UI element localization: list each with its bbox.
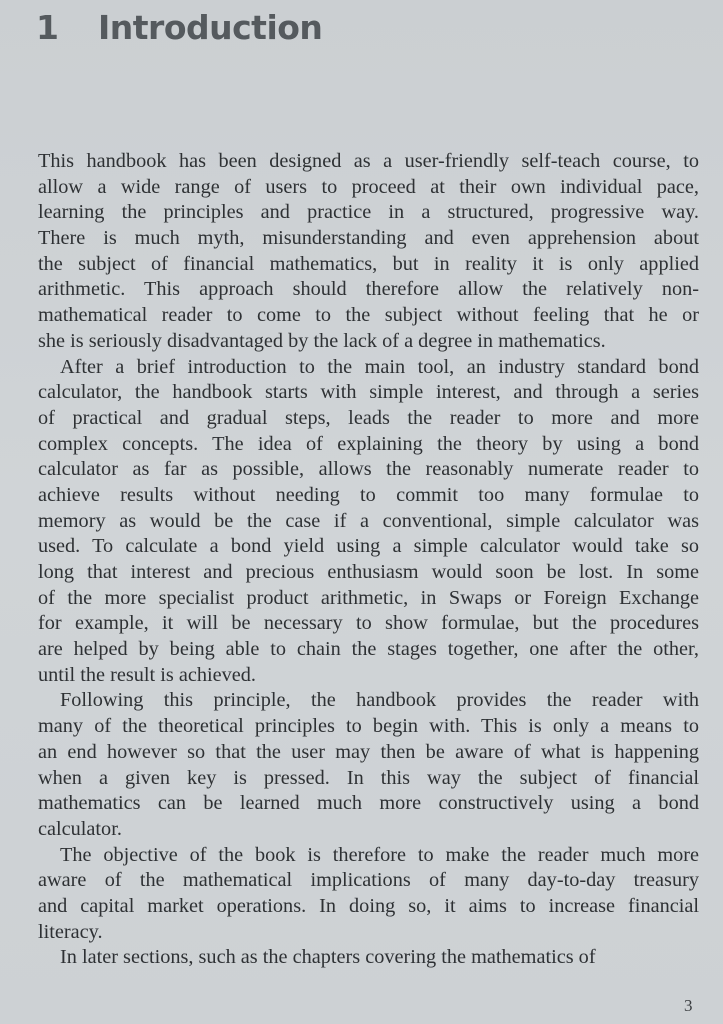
paragraph bbox=[38, 688, 699, 842]
text-line: mathematical reader to come to the subject without feeling that he or bbox=[38, 304, 699, 327]
text-line: used. To calculate a bond yield using a simple calculator would take so bbox=[38, 535, 699, 558]
text-line: for example, it will be necessary to show formulae, but the procedures bbox=[38, 612, 699, 635]
text-line: calculator. bbox=[38, 817, 122, 840]
chapter-title: Introduction bbox=[98, 8, 323, 47]
body-text bbox=[38, 149, 699, 971]
text-line: There is much myth, misunderstanding and even apprehension about bbox=[38, 227, 699, 250]
text-line: memory as would be the case if a conventional, simple calculator was bbox=[38, 509, 699, 532]
text-line: and capital market operations. In doing so, it aims to increase financial bbox=[38, 894, 699, 917]
text-line: complex concepts. The idea of explaining the theory by using a bond bbox=[38, 432, 699, 455]
text-line: calculator, the handbook starts with simple interest, and through a series bbox=[38, 381, 699, 404]
text-line: she is seriously disadvantaged by the lack of a degree in mathematics. bbox=[38, 329, 606, 352]
text-line: achieve results without needing to commit too many formulae to bbox=[38, 483, 699, 506]
text-line: arithmetic. This approach should therefore allow the relatively non- bbox=[38, 278, 699, 301]
page-number: 3 bbox=[684, 996, 693, 1015]
text-line: The objective of the book is therefore to make the reader much more bbox=[60, 843, 699, 866]
paragraph bbox=[38, 355, 699, 689]
text-line: This handbook has been designed as a user-friendly self-teach course, to bbox=[38, 150, 699, 172]
text-line: are helped by being able to chain the stages together, one after the other, bbox=[38, 638, 699, 661]
text-line: Following this principle, the handbook provides the reader with bbox=[60, 689, 699, 712]
text-line: In later sections, such as the chapters covering the mathematics of bbox=[60, 946, 596, 969]
paragraph bbox=[38, 945, 699, 971]
paragraph bbox=[38, 149, 699, 355]
paragraph bbox=[38, 843, 699, 946]
text-line: aware of the mathematical implications of many day-to-day treasury bbox=[38, 869, 699, 892]
chapter-number: 1 bbox=[36, 8, 59, 47]
text-line: of practical and gradual steps, leads the reader to more and more bbox=[38, 406, 699, 429]
text-line: an end however so that the user may then be aware of what is happening bbox=[38, 740, 699, 763]
text-line: when a given key is pressed. In this way the subject of financial bbox=[38, 766, 699, 789]
text-line: the subject of financial mathematics, but in reality it is only applied bbox=[38, 252, 699, 275]
text-line: of the more specialist product arithmetic, in Swaps or Foreign Exchange bbox=[38, 586, 699, 609]
text-line: calculator as far as possible, allows the reasonably numerate reader to bbox=[38, 458, 699, 481]
text-line: long that interest and precious enthusiasm would soon be lost. In some bbox=[38, 561, 699, 583]
text-line: learning the principles and practice in a structured, progressive way. bbox=[38, 201, 699, 224]
text-line: many of the theoretical principles to begin with. This is only a means to bbox=[38, 715, 699, 738]
chapter-heading bbox=[36, 8, 322, 47]
text-line: until the result is achieved. bbox=[38, 663, 256, 686]
text-line: mathematics can be learned much more constructively using a bond bbox=[38, 792, 699, 815]
text-line: allow a wide range of users to proceed at their own individual pace, bbox=[38, 175, 699, 198]
text-line: literacy. bbox=[38, 920, 103, 943]
text-line: After a brief introduction to the main tool, an industry standard bond bbox=[60, 355, 699, 378]
